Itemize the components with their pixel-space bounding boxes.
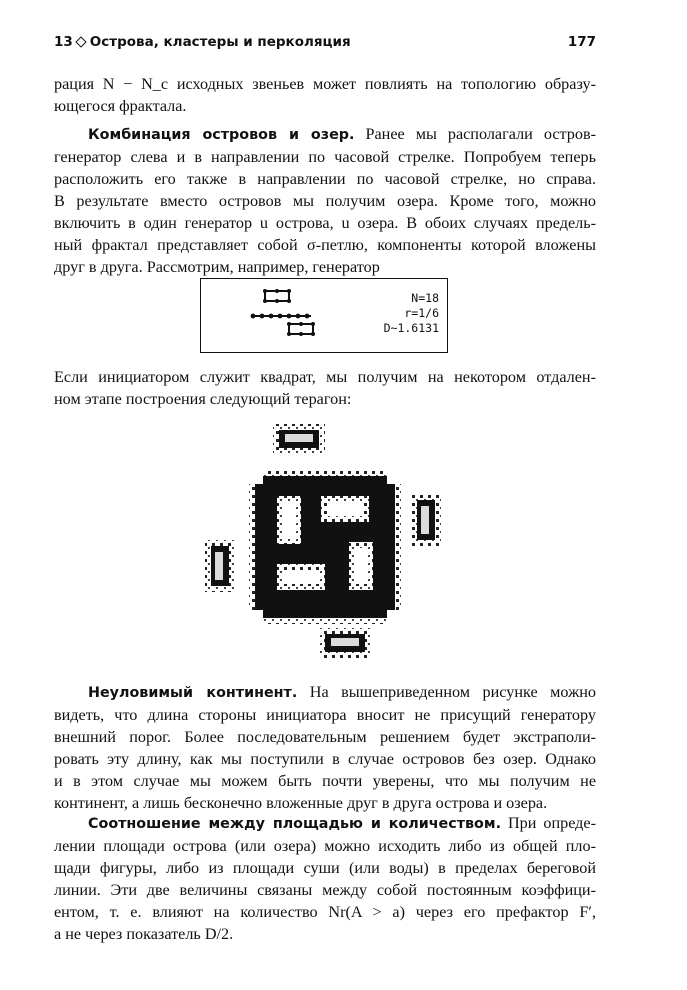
paragraph-heading: Соотношение между площадью и количеством. bbox=[88, 816, 501, 832]
text-line: ентом, т. е. влияют на количество Nr(A > a) через его префактор F′, bbox=[54, 903, 596, 921]
text-line: видеть, что длина стороны инициатора вносит не присущий генератору bbox=[54, 706, 596, 724]
generator-figure bbox=[200, 278, 448, 353]
text-line: генератор слева и в направлении по часовой стрелке. Попробуем теперь bbox=[54, 148, 596, 166]
chapter-header bbox=[54, 34, 351, 50]
paragraph-islands-and-lakes bbox=[54, 123, 596, 278]
text-line: внешний порог. Более последовательным решением будет экстраполи- bbox=[54, 728, 596, 746]
text-line: Если инициатором служит квадрат, мы получим на некотором отдален- bbox=[54, 368, 596, 386]
generator-stats bbox=[384, 291, 439, 336]
text-line: рация N − N_c исходных звеньев может повлиять на топологию образу- bbox=[54, 75, 596, 93]
text-line: а не через показатель D/2. bbox=[54, 925, 234, 943]
text-line: линии. Эти две величины связаны между собой постоянным коэффици- bbox=[54, 881, 596, 899]
text-line: ющегося фрактала. bbox=[54, 97, 187, 115]
text-line: ный фрактал представляет собой σ-петлю, компоненты которой вложены bbox=[54, 236, 596, 254]
text-line: лении площади острова (или озера) можно исходить либо из общей пло- bbox=[54, 837, 596, 855]
chapter-title: Острова, кластеры и перколяция bbox=[89, 34, 351, 50]
generator-r: r=1/6 bbox=[404, 306, 439, 320]
paragraph-heading: Комбинация островов и озер. bbox=[88, 127, 355, 143]
page-number: 177 bbox=[567, 34, 596, 50]
paragraph-elusive-continent bbox=[54, 681, 596, 814]
text-line: расположить его также в направлении по часовой стрелке, но справа. bbox=[54, 170, 596, 188]
text-line: континент, а лишь бесконечно вложенные друг в друга острова и озера. bbox=[54, 794, 548, 812]
text-line: ном этапе построения следующий терагон: bbox=[54, 390, 352, 408]
text-line: В результате вместо островов мы получим озера. Кроме того, можно bbox=[54, 192, 596, 210]
chapter-number: 13 bbox=[54, 34, 73, 50]
text-line: друг в друга. Рассмотрим, например, генератор bbox=[54, 258, 380, 276]
paragraph-area-and-number bbox=[54, 812, 596, 945]
teragon-figure bbox=[203, 414, 451, 676]
generator-d: D~1.6131 bbox=[383, 321, 439, 335]
generator-n: N=18 bbox=[411, 291, 439, 305]
text-line: При опреде- bbox=[507, 814, 596, 832]
running-head bbox=[54, 34, 596, 56]
text-line: На вышеприведенном рисунке можно bbox=[309, 683, 597, 701]
text-line: и в этом случае мы можем быть почти уверены, что мы получим не bbox=[54, 772, 596, 790]
paragraph-teragon-intro bbox=[54, 366, 596, 410]
text-line: ровать эту длину, как мы поступили в случае островов без озер. Однако bbox=[54, 750, 596, 768]
text-line: включить в один генератор u острова, u озера. В обоих случаях предель- bbox=[54, 214, 596, 232]
paragraph-heading: Неуловимый континент. bbox=[88, 685, 298, 701]
diamond-icon bbox=[75, 36, 86, 47]
text-line: Ранее мы располагали остров- bbox=[365, 125, 597, 143]
text-line: щади фигуры, либо из площади суши (или воды) в пределах береговой bbox=[54, 859, 596, 877]
paragraph-continuation bbox=[54, 73, 596, 117]
